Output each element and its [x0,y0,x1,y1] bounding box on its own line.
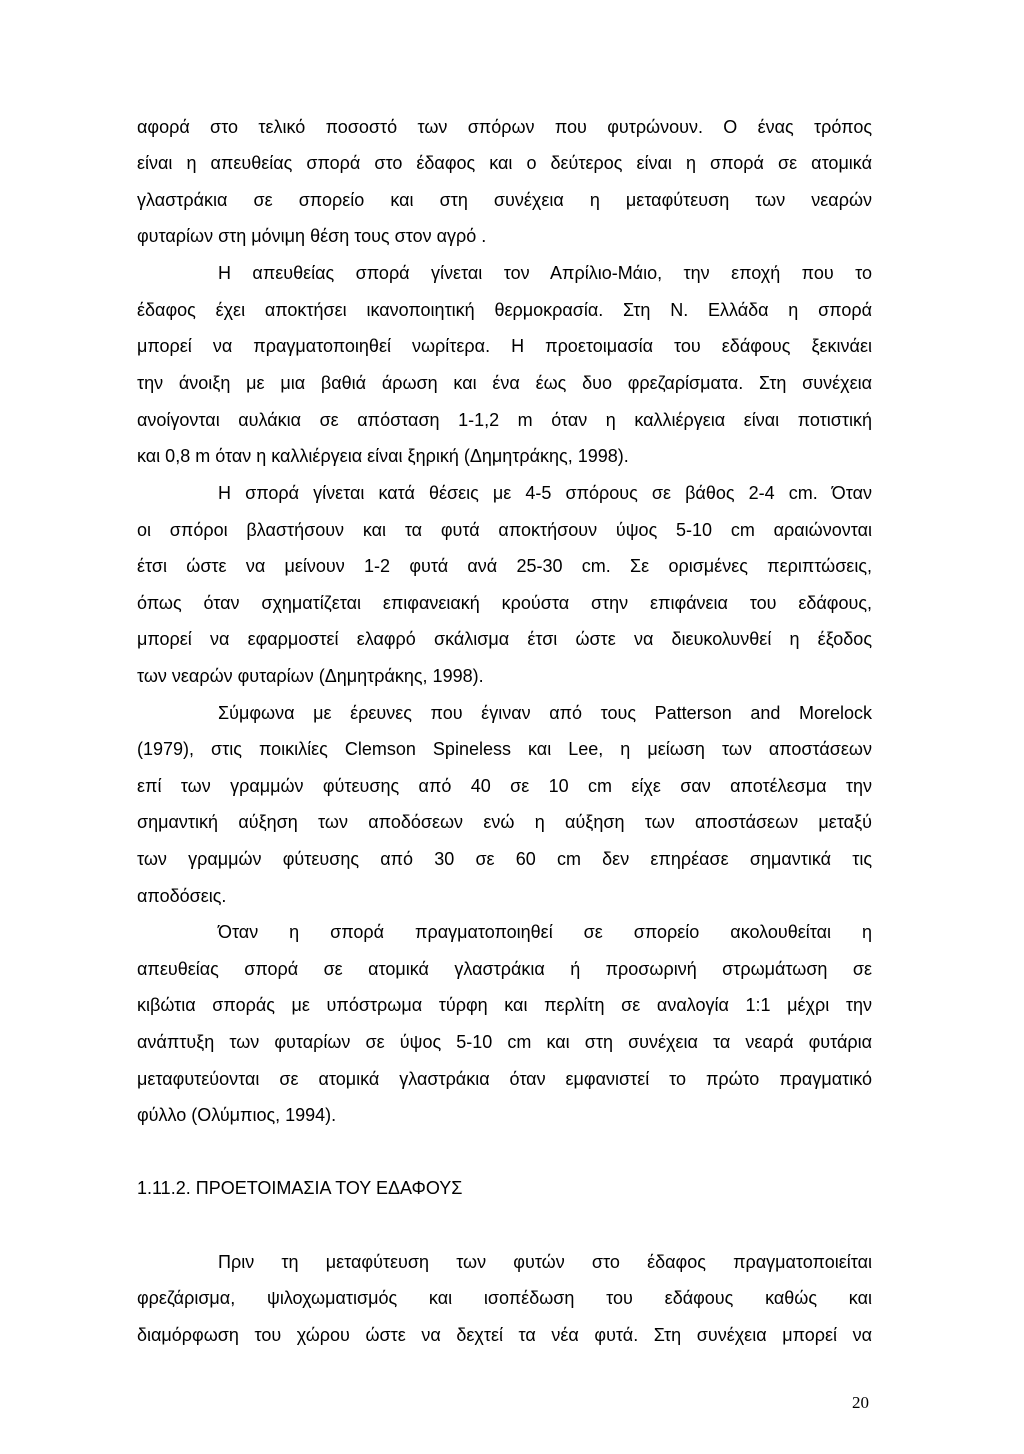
text-line: έδαφος έχει αποκτήσει ικανοποιητική θερμοκρασία. Στη Ν. Ελλάδα η σπορά [137,300,872,320]
text-line: μπορεί να εφαρμοστεί ελαφρό σκάλισμα έτσι ώστε να διευκολυνθεί η έξοδος [137,629,872,649]
text-line: και 0,8 m όταν η καλλιέργεια είναι ξηρική (Δημητράκης, 1998). [137,446,629,466]
text-line: ανοίγονται αυλάκια σε απόσταση 1-1,2 m όταν η καλλιέργεια είναι ποτιστική [137,410,872,430]
text-line: είναι η απευθείας σπορά στο έδαφος και ο δεύτερος είναι η σπορά σε ατομικά [137,153,872,173]
text-line: Όταν η σπορά πραγματοποιηθεί σε σπορείο ακολουθείται η [218,922,872,942]
text-line: των γραμμών φύτευσης από 30 σε 60 cm δεν επηρέασε σημαντικά τις [137,849,872,869]
text-line: σημαντική αύξηση των αποδόσεων ενώ η αύξηση των αποστάσεων μεταξύ [137,812,872,832]
text-line: την άνοιξη με μια βαθιά άρωση και ένα έως δυο φρεζαρίσματα. Στη συνέχεια [137,373,872,393]
text-line: των νεαρών φυταρίων (Δημητράκης, 1998). [137,666,484,686]
section-heading: 1.11.2. ΠΡΟΕΤΟΙΜΑΣΙΑ ΤΟΥ ΕΔΑΦΟΥΣ [137,1178,463,1198]
text-line: μπορεί να πραγματοποιηθεί νωρίτερα. Η προετοιμασία του εδάφους ξεκινάει [137,336,872,356]
text-line: (1979), στις ποικιλίες Clemson Spineless και Lee, η μείωση των αποστάσεων [137,739,872,759]
text-line: Η απευθείας σπορά γίνεται τον Απρίλιο-Μάιο, την εποχή που το [218,263,872,283]
text-line: Σύμφωνα με έρευνες που έγιναν από τους Patterson and Morelock [218,703,872,723]
text-line: φυταρίων στη μόνιμη θέση τους στον αγρό . [137,226,487,246]
text-line: διαμόρφωση του χώρου ώστε να δεχτεί τα νέα φυτά. Στη συνέχεια μπορεί να [137,1325,872,1345]
text-line: επί των γραμμών φύτευσης από 40 σε 10 cm είχε σαν αποτέλεσμα την [137,776,872,796]
text-line: Πριν τη μεταφύτευση των φυτών στο έδαφος πραγματοποιείται [218,1252,872,1272]
text-line: αποδόσεις. [137,886,227,906]
text-line: φρεζάρισμα, ψιλοχωματισμός και ισοπέδωση του εδάφους καθώς και [137,1288,872,1308]
text-line: απευθείας σπορά σε ατομικά γλαστράκια ή προσωρινή στρωμάτωση σε [137,959,872,979]
text-line: έτσι ώστε να μείνουν 1-2 φυτά ανά 25-30 cm. Σε ορισμένες περιπτώσεις, [137,556,872,576]
page-number: 20 [852,1393,869,1412]
text-line: μεταφυτεύονται σε ατομικά γλαστράκια όταν εμφανιστεί το πρώτο πραγματικό [137,1069,872,1089]
text-line: κιβώτια σποράς με υπόστρωμα τύρφη και περλίτη σε αναλογία 1:1 μέχρι την [137,995,872,1015]
text-line: γλαστράκια σε σπορείο και στη συνέχεια η μεταφύτευση των νεαρών [137,190,872,210]
text-line: αφορά στο τελικό ποσοστό των σπόρων που φυτρώνουν. Ο ένας τρόπος [137,117,872,137]
text-line: ανάπτυξη των φυταρίων σε ύψος 5-10 cm και στη συνέχεια τα νεαρά φυτάρια [137,1032,872,1052]
text-line: όπως όταν σχηματίζεται επιφανειακή κρούστα στην επιφάνεια του εδάφους, [137,593,872,613]
text-line: Η σπορά γίνεται κατά θέσεις με 4-5 σπόρους σε βάθος 2-4 cm. Όταν [218,483,872,503]
text-line: οι σπόροι βλαστήσουν και τα φυτά αποκτήσουν ύψος 5-10 cm αραιώνονται [137,520,872,540]
text-line: φύλλο (Ολύμπιος, 1994). [137,1105,337,1125]
